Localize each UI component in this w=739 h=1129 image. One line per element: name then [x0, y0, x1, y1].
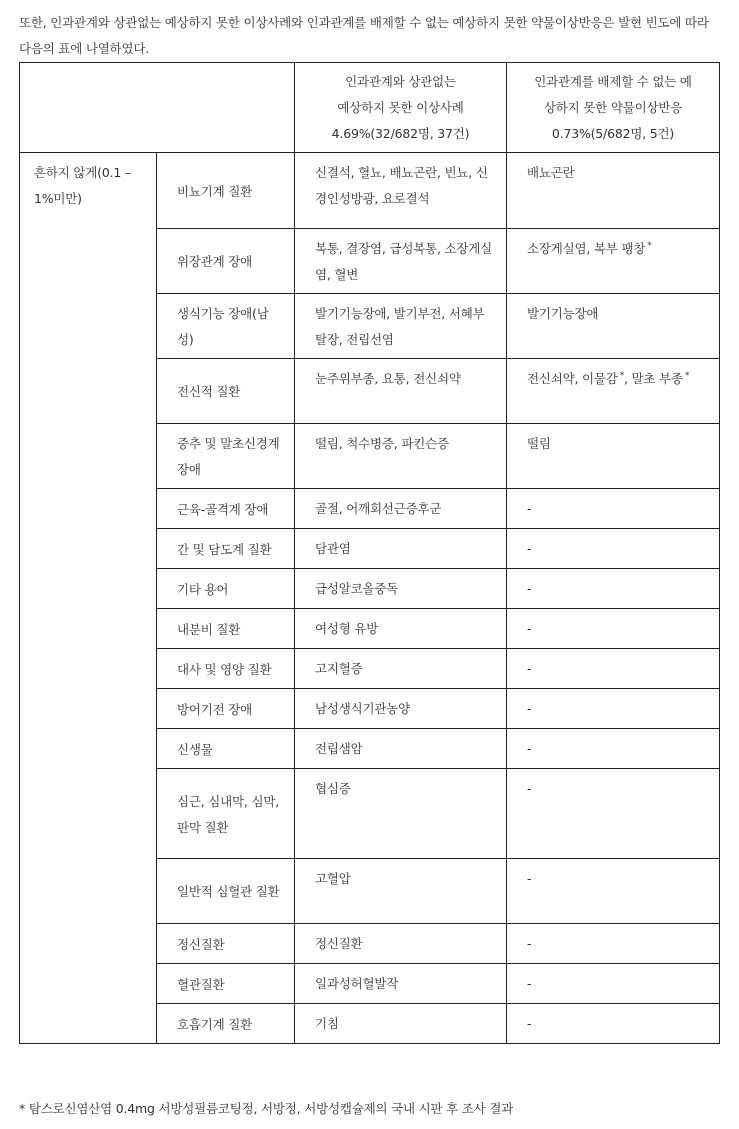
organ-class-cell: 비뇨기계 질환 [157, 153, 295, 229]
adr-cell: 떨림 [507, 424, 720, 489]
organ-class-cell: 일반적 심혈관 질환 [157, 859, 295, 924]
organ-class-cell: 근육-골격계 장애 [157, 489, 295, 529]
events-cell: 눈주위부종, 요통, 전신쇠약 [295, 359, 507, 424]
organ-class-cell: 방어기전 장애 [157, 689, 295, 729]
adr-cell: 소장게실염, 복부 팽창 * [507, 229, 720, 294]
adr-cell: - [507, 689, 720, 729]
organ-class-cell: 간 및 담도계 질환 [157, 529, 295, 569]
footnote-marker: * [684, 370, 690, 381]
adr-cell: - [507, 964, 720, 1004]
adr-cell: 발기기능장애 [507, 294, 720, 359]
organ-class-cell: 호흡기계 질환 [157, 1004, 295, 1044]
events-cell: 여성형 유방 [295, 609, 507, 649]
events-cell: 일과성허혈발작 [295, 964, 507, 1004]
adr-cell: - [507, 859, 720, 924]
adr-cell: - [507, 609, 720, 649]
footnote-marker: * [619, 370, 624, 381]
organ-class-cell: 위장관계 장애 [157, 229, 295, 294]
events-cell: 전립샘암 [295, 729, 507, 769]
frequency-cell: 흔하지 않게(0.1 – 1%미만) [20, 153, 157, 1044]
events-cell: 기침 [295, 1004, 507, 1044]
organ-class-cell: 대사 및 영양 질환 [157, 649, 295, 689]
organ-class-cell: 중추 및 말초신경계 장애 [157, 424, 295, 489]
organ-class-cell: 전신적 질환 [157, 359, 295, 424]
header-adverse-drug-reactions: 인과관계를 배제할 수 없는 예 상하지 못한 약물이상반응 0.73%(5/682명, 5건) [507, 63, 720, 153]
events-cell: 급성알코올중독 [295, 569, 507, 609]
footnote-marker: * [647, 240, 652, 251]
adr-cell: - [507, 489, 720, 529]
organ-class-cell: 기타 용어 [157, 569, 295, 609]
adr-cell: 배뇨곤란 [507, 153, 720, 229]
events-cell: 협심증 [295, 769, 507, 859]
events-cell: 골절, 어깨회선근증후군 [295, 489, 507, 529]
adr-cell: - [507, 649, 720, 689]
adr-cell: - [507, 924, 720, 964]
events-cell: 신결석, 혈뇨, 배뇨곤란, 빈뇨, 신경인성방광, 요로결석 [295, 153, 507, 229]
organ-class-cell: 정신질환 [157, 924, 295, 964]
events-cell: 남성생식기관농양 [295, 689, 507, 729]
organ-class-cell: 생식기능 장애(남성) [157, 294, 295, 359]
events-cell: 고지혈증 [295, 649, 507, 689]
events-cell: 담관염 [295, 529, 507, 569]
organ-class-cell: 혈관질환 [157, 964, 295, 1004]
organ-class-cell: 내분비 질환 [157, 609, 295, 649]
events-cell: 정신질환 [295, 924, 507, 964]
adr-cell: - [507, 729, 720, 769]
adverse-events-table [19, 62, 720, 1044]
adr-cell: - [507, 569, 720, 609]
adr-cell: 전신쇠약, 이물감 *, 말초 부종 * [507, 359, 720, 424]
header-unexpected-events: 인과관계와 상관없는 예상하지 못한 이상사례 4.69%(32/682명, 37건) [295, 63, 507, 153]
adr-cell: - [507, 529, 720, 569]
table-header-row [20, 63, 720, 153]
events-cell: 복통, 결장염, 급성복통, 소장게실염, 혈변 [295, 229, 507, 294]
events-cell: 발기기능장애, 발기부전, 서혜부탈장, 전립선염 [295, 294, 507, 359]
footnote: * 탐스로신염산염 0.4mg 서방성필름코팅정, 서방정, 서방성캡슐제의 국내 시판 후 조사 결과 [19, 1101, 514, 1116]
organ-class-cell: 신생물 [157, 729, 295, 769]
table-row [20, 153, 720, 229]
intro-paragraph: 또한, 인과관계와 상관없는 예상하지 못한 이상사례와 인과관계를 배제할 수 없는 예상하지 못한 약물이상반응은 발현 빈도에 따라 다음의 표에 나열하였다. [19, 15, 709, 56]
events-cell: 고혈압 [295, 859, 507, 924]
events-cell: 떨림, 척수병증, 파킨슨증 [295, 424, 507, 489]
adr-cell: - [507, 1004, 720, 1044]
header-empty-cell [20, 63, 295, 153]
adr-cell: - [507, 769, 720, 859]
organ-class-cell: 심근, 심내막, 심막, 판막 질환 [157, 769, 295, 859]
